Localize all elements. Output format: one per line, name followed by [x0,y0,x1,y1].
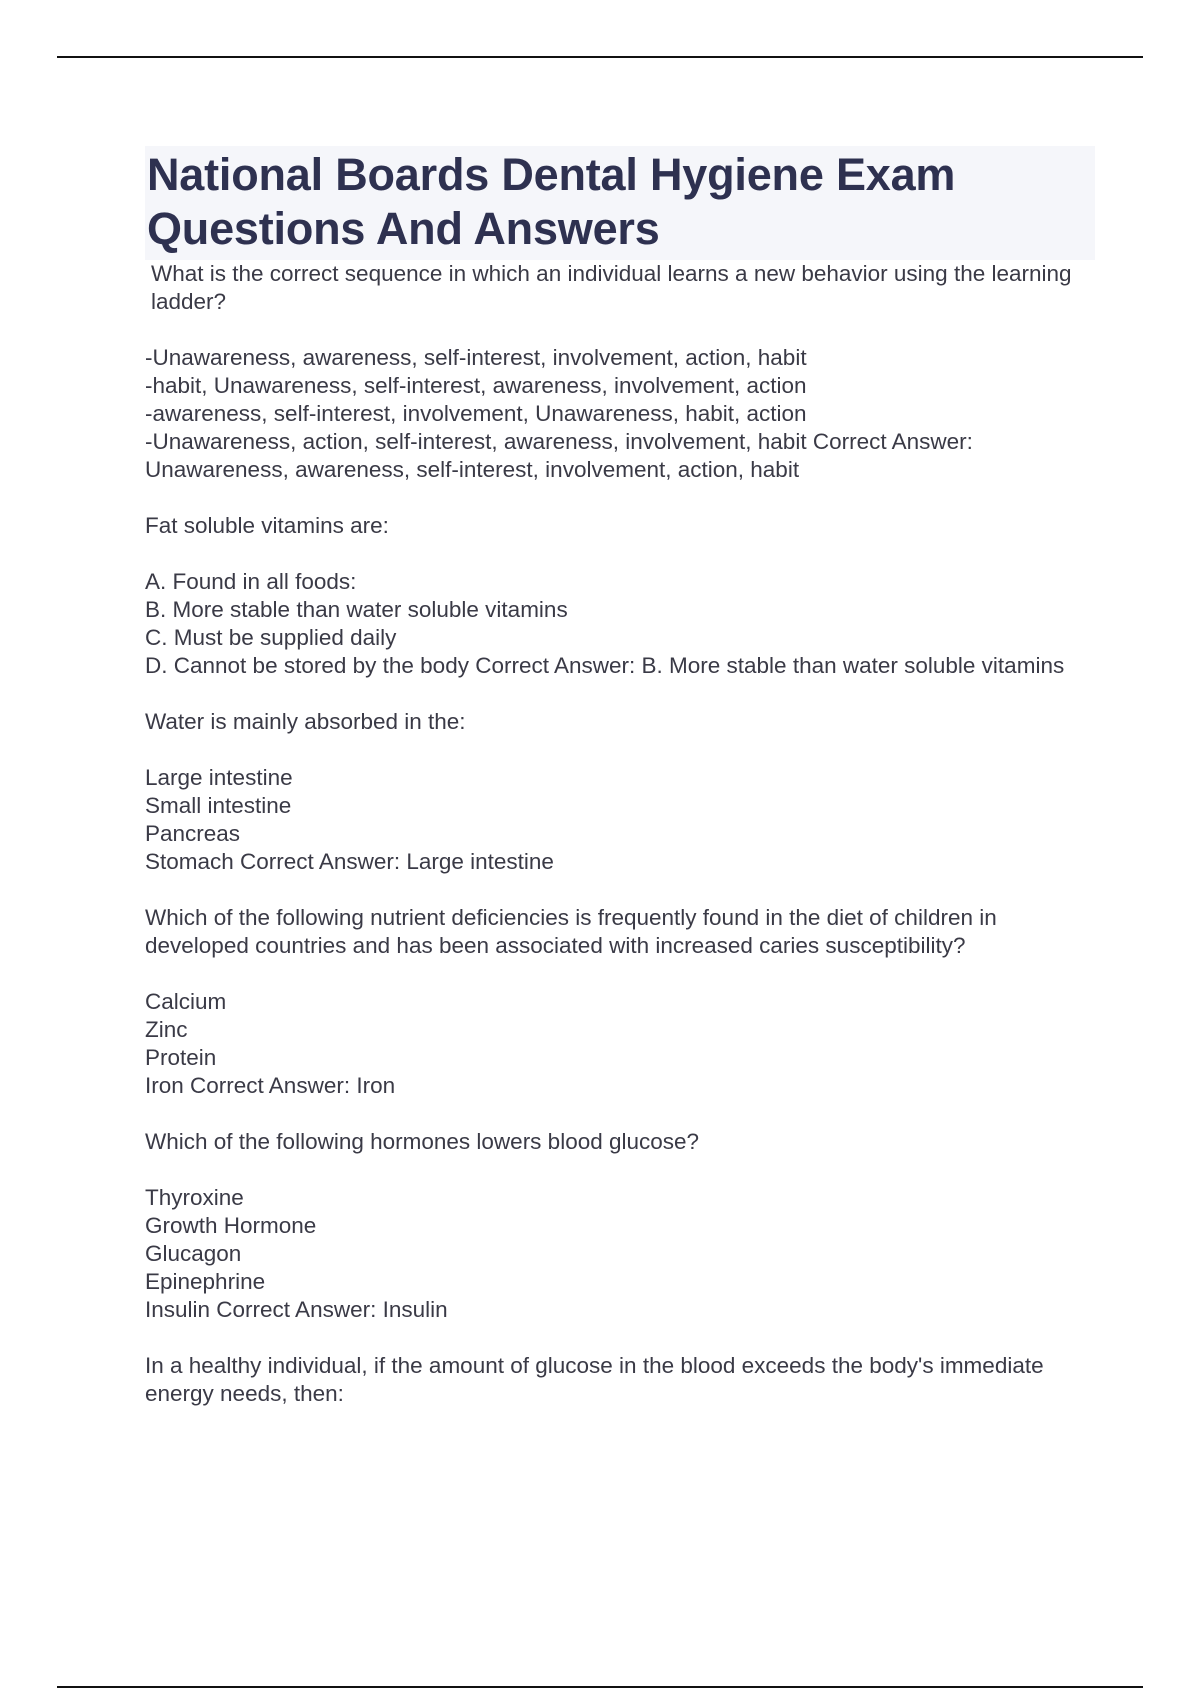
question-block-6 [145,1352,1095,1408]
question-text: Fat soluble vitamins are: [145,513,389,538]
document-title: National Boards Dental Hygiene Exam Questions And Answers [145,146,1095,260]
option-item: Zinc [145,1017,188,1042]
options-list [145,764,1095,876]
option-item: A. Found in all foods: [145,569,357,594]
option-item: Thyroxine [145,1185,244,1210]
options-list [145,1184,1095,1324]
top-rule [57,56,1143,58]
qa-list [145,260,1095,1408]
options-list [145,568,1095,680]
option-item: Epinephrine [145,1269,266,1294]
question-block-5 [145,1128,1095,1324]
option-item: Growth Hormone [145,1213,317,1238]
question-text: Which of the following nutrient deficiencies is frequently found in the diet of children in developed countries and has been associated with increased caries susceptibility? [145,905,997,958]
option-item-with-answer: D. Cannot be stored by the body Correct Answer: B. More stable than water soluble vitamins [145,653,1065,678]
question-block-1 [145,260,1095,484]
option-item: Protein [145,1045,217,1070]
option-item-with-answer: Iron Correct Answer: Iron [145,1073,396,1098]
question-block-2 [145,512,1095,680]
option-item-with-answer: -Unawareness, action, self-interest, awareness, involvement, habit Correct Answer: Unawareness, awareness, self-interest, involvement, action, habit [145,429,973,482]
option-item: -habit, Unawareness, self-interest, awareness, involvement, action [145,373,807,398]
option-item: Large intestine [145,765,293,790]
option-item: Glucagon [145,1241,242,1266]
question-block-4 [145,904,1095,1100]
question-text: Which of the following hormones lowers blood glucose? [145,1129,700,1154]
bottom-rule [57,1686,1143,1688]
option-item: B. More stable than water soluble vitamins [145,597,568,622]
option-item-with-answer: Stomach Correct Answer: Large intestine [145,849,554,874]
option-item-with-answer: Insulin Correct Answer: Insulin [145,1297,448,1322]
option-item: Pancreas [145,821,241,846]
option-item: Small intestine [145,793,292,818]
option-item: C. Must be supplied daily [145,625,397,650]
option-item: -Unawareness, awareness, self-interest, involvement, action, habit [145,345,807,370]
options-list [145,988,1095,1100]
question-text: What is the correct sequence in which an individual learns a new behavior using the learning ladder? [151,261,1072,314]
question-text: In a healthy individual, if the amount of glucose in the blood exceeds the body's immediate energy needs, then: [145,1353,1044,1406]
option-item: Calcium [145,989,227,1014]
question-text: Water is mainly absorbed in the: [145,709,466,734]
document-body [145,146,1095,1436]
options-list [145,344,1095,484]
option-item: -awareness, self-interest, involvement, Unawareness, habit, action [145,401,807,426]
question-block-3 [145,708,1095,876]
